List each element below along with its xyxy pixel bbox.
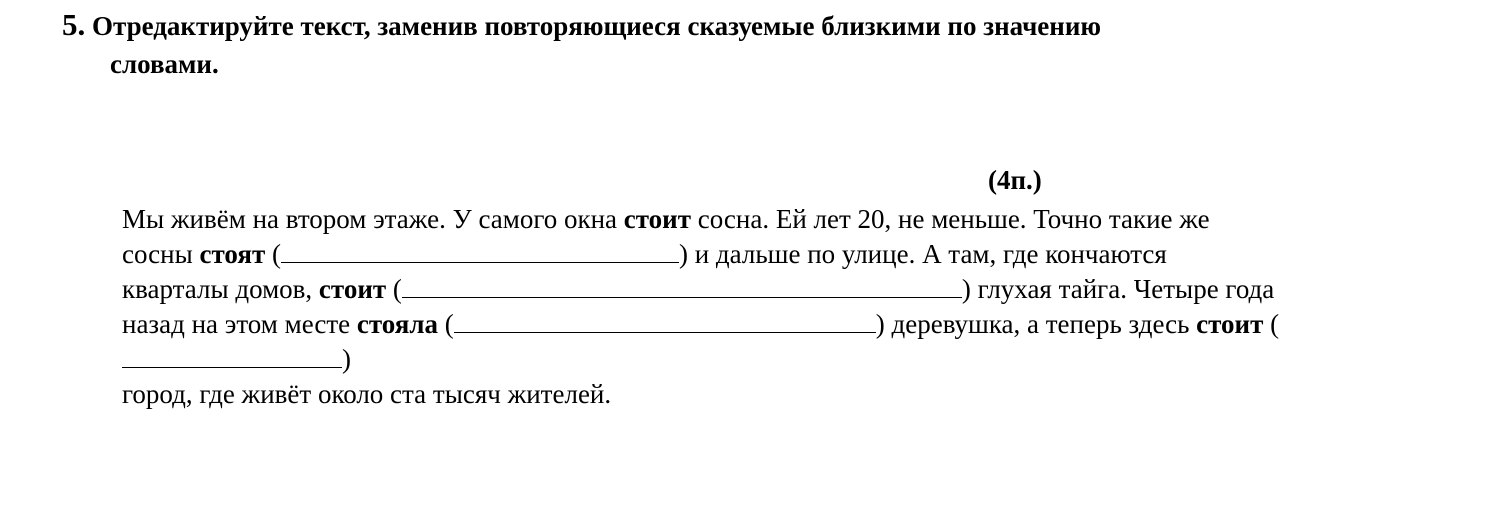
text-fragment: кварталы домов, [122, 274, 319, 304]
predicate-word: стоит [1196, 309, 1264, 339]
text-fragment: ) деревушка, а теперь здесь [875, 309, 1197, 339]
task-instruction-line1: Отредактируйте текст, заменив повторяющиеся сказуемые близкими по значению [92, 11, 1102, 41]
answer-blank-2[interactable] [402, 275, 962, 298]
text-fragment: ) и дальше по улице. А там, где кончаются [678, 239, 1167, 269]
answer-blank-4[interactable] [122, 345, 342, 368]
text-fragment: назад на этом месте [122, 309, 357, 339]
text-fragment: ) [342, 344, 351, 374]
points-label: (4п.) [988, 165, 1042, 195]
text-fragment: сосна. Ей лет 20, не меньше. Точно такие же [691, 204, 1210, 234]
text-fragment: город, где живёт около ста тысяч жителей. [122, 379, 612, 409]
exercise-text [122, 202, 1507, 412]
predicate-word: стоят [199, 239, 266, 269]
text-fragment: сосны [122, 239, 200, 269]
text-fragment: ) глухая тайга. Четыре года [961, 274, 1275, 304]
text-fragment: ( [386, 274, 402, 304]
predicate-word: стояла [356, 309, 439, 339]
task-number: 5. [62, 7, 86, 42]
text-fragment: Мы живём на втором этаже. У самого окна [122, 204, 624, 234]
answer-blank-1[interactable] [281, 240, 679, 263]
answer-blank-3[interactable] [454, 310, 876, 333]
predicate-word: стоит [318, 274, 387, 304]
text-line-2 [122, 237, 1507, 272]
task-heading [62, 6, 1482, 83]
text-fragment: ( [265, 239, 281, 269]
task-instruction-line2: словами. [110, 49, 219, 79]
text-fragment: ( [1263, 309, 1280, 339]
predicate-word: стоит [623, 204, 691, 234]
text-line-4 [122, 307, 1507, 342]
text-line-5 [122, 342, 1507, 377]
text-line-3 [122, 272, 1507, 307]
text-fragment: ( [438, 309, 454, 339]
text-line-6 [122, 377, 1507, 412]
text-line-1 [122, 202, 1507, 237]
